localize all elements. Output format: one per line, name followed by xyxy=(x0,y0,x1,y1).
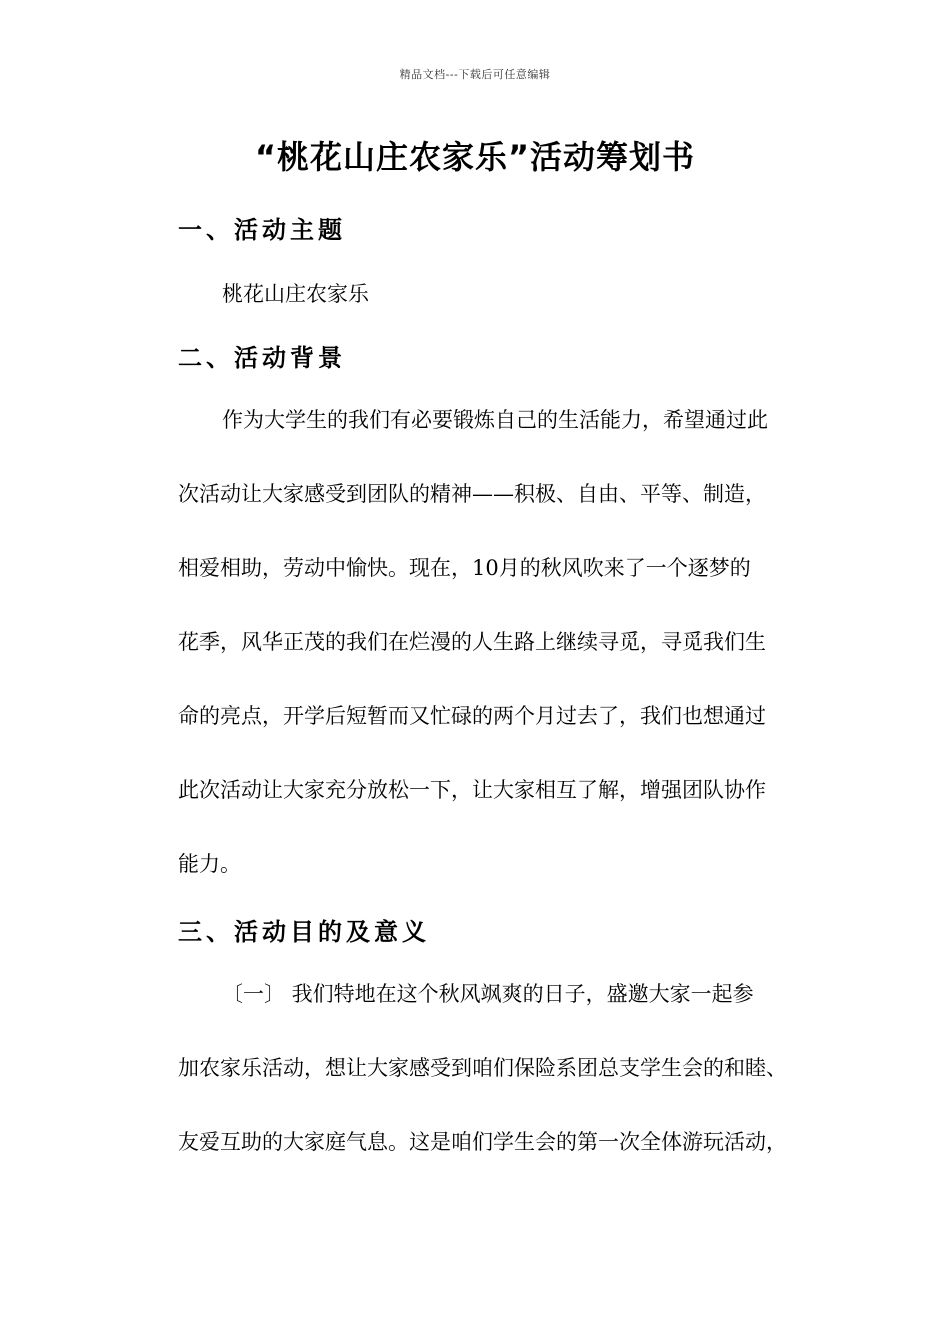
paragraph-line: 能力。 xyxy=(178,852,241,876)
paragraph-line: 次活动让大家感受到团队的精神——积极、自由、平等、制造， xyxy=(178,482,766,506)
paragraph-line: 友爱互助的大家庭气息。这是咱们学生会的第一次全体游玩活动， xyxy=(178,1130,787,1154)
section-heading-background: 二、活动背景 xyxy=(178,344,346,372)
paragraph-line: 此次活动让大家充分放松一下，让大家相互了解，增强团队协作 xyxy=(178,778,766,802)
section-heading-purpose: 三、活动目的及意义 xyxy=(178,918,430,946)
paragraph-line: 命的亮点，开学后短暂而又忙碌的两个月过去了，我们也想通过 xyxy=(178,704,766,728)
section-heading-theme: 一、活动主题 xyxy=(178,216,346,244)
paragraph-line: 花季，风华正茂的我们在烂漫的人生路上继续寻觅，寻觅我们生 xyxy=(178,630,766,654)
paragraph-line: 〔一〕 我们特地在这个秋风飒爽的日子，盛邀大家一起参 xyxy=(222,982,754,1006)
document-title: “桃花山庄农家乐”活动筹划书 xyxy=(254,138,696,176)
paragraph-line: 相爱相助，劳动中愉快。现在，10月的秋风吹来了一个逐梦的 xyxy=(178,556,751,580)
paragraph-line: 桃花山庄农家乐 xyxy=(222,282,369,306)
paragraph-line: 加农家乐活动，想让大家感受到咱们保险系团总支学生会的和睦、 xyxy=(178,1056,787,1080)
header-note: 精品文档---下载后可任意编辑 xyxy=(399,68,551,81)
paragraph-line: 作为大学生的我们有必要锻炼自己的生活能力，希望通过此 xyxy=(222,408,768,432)
